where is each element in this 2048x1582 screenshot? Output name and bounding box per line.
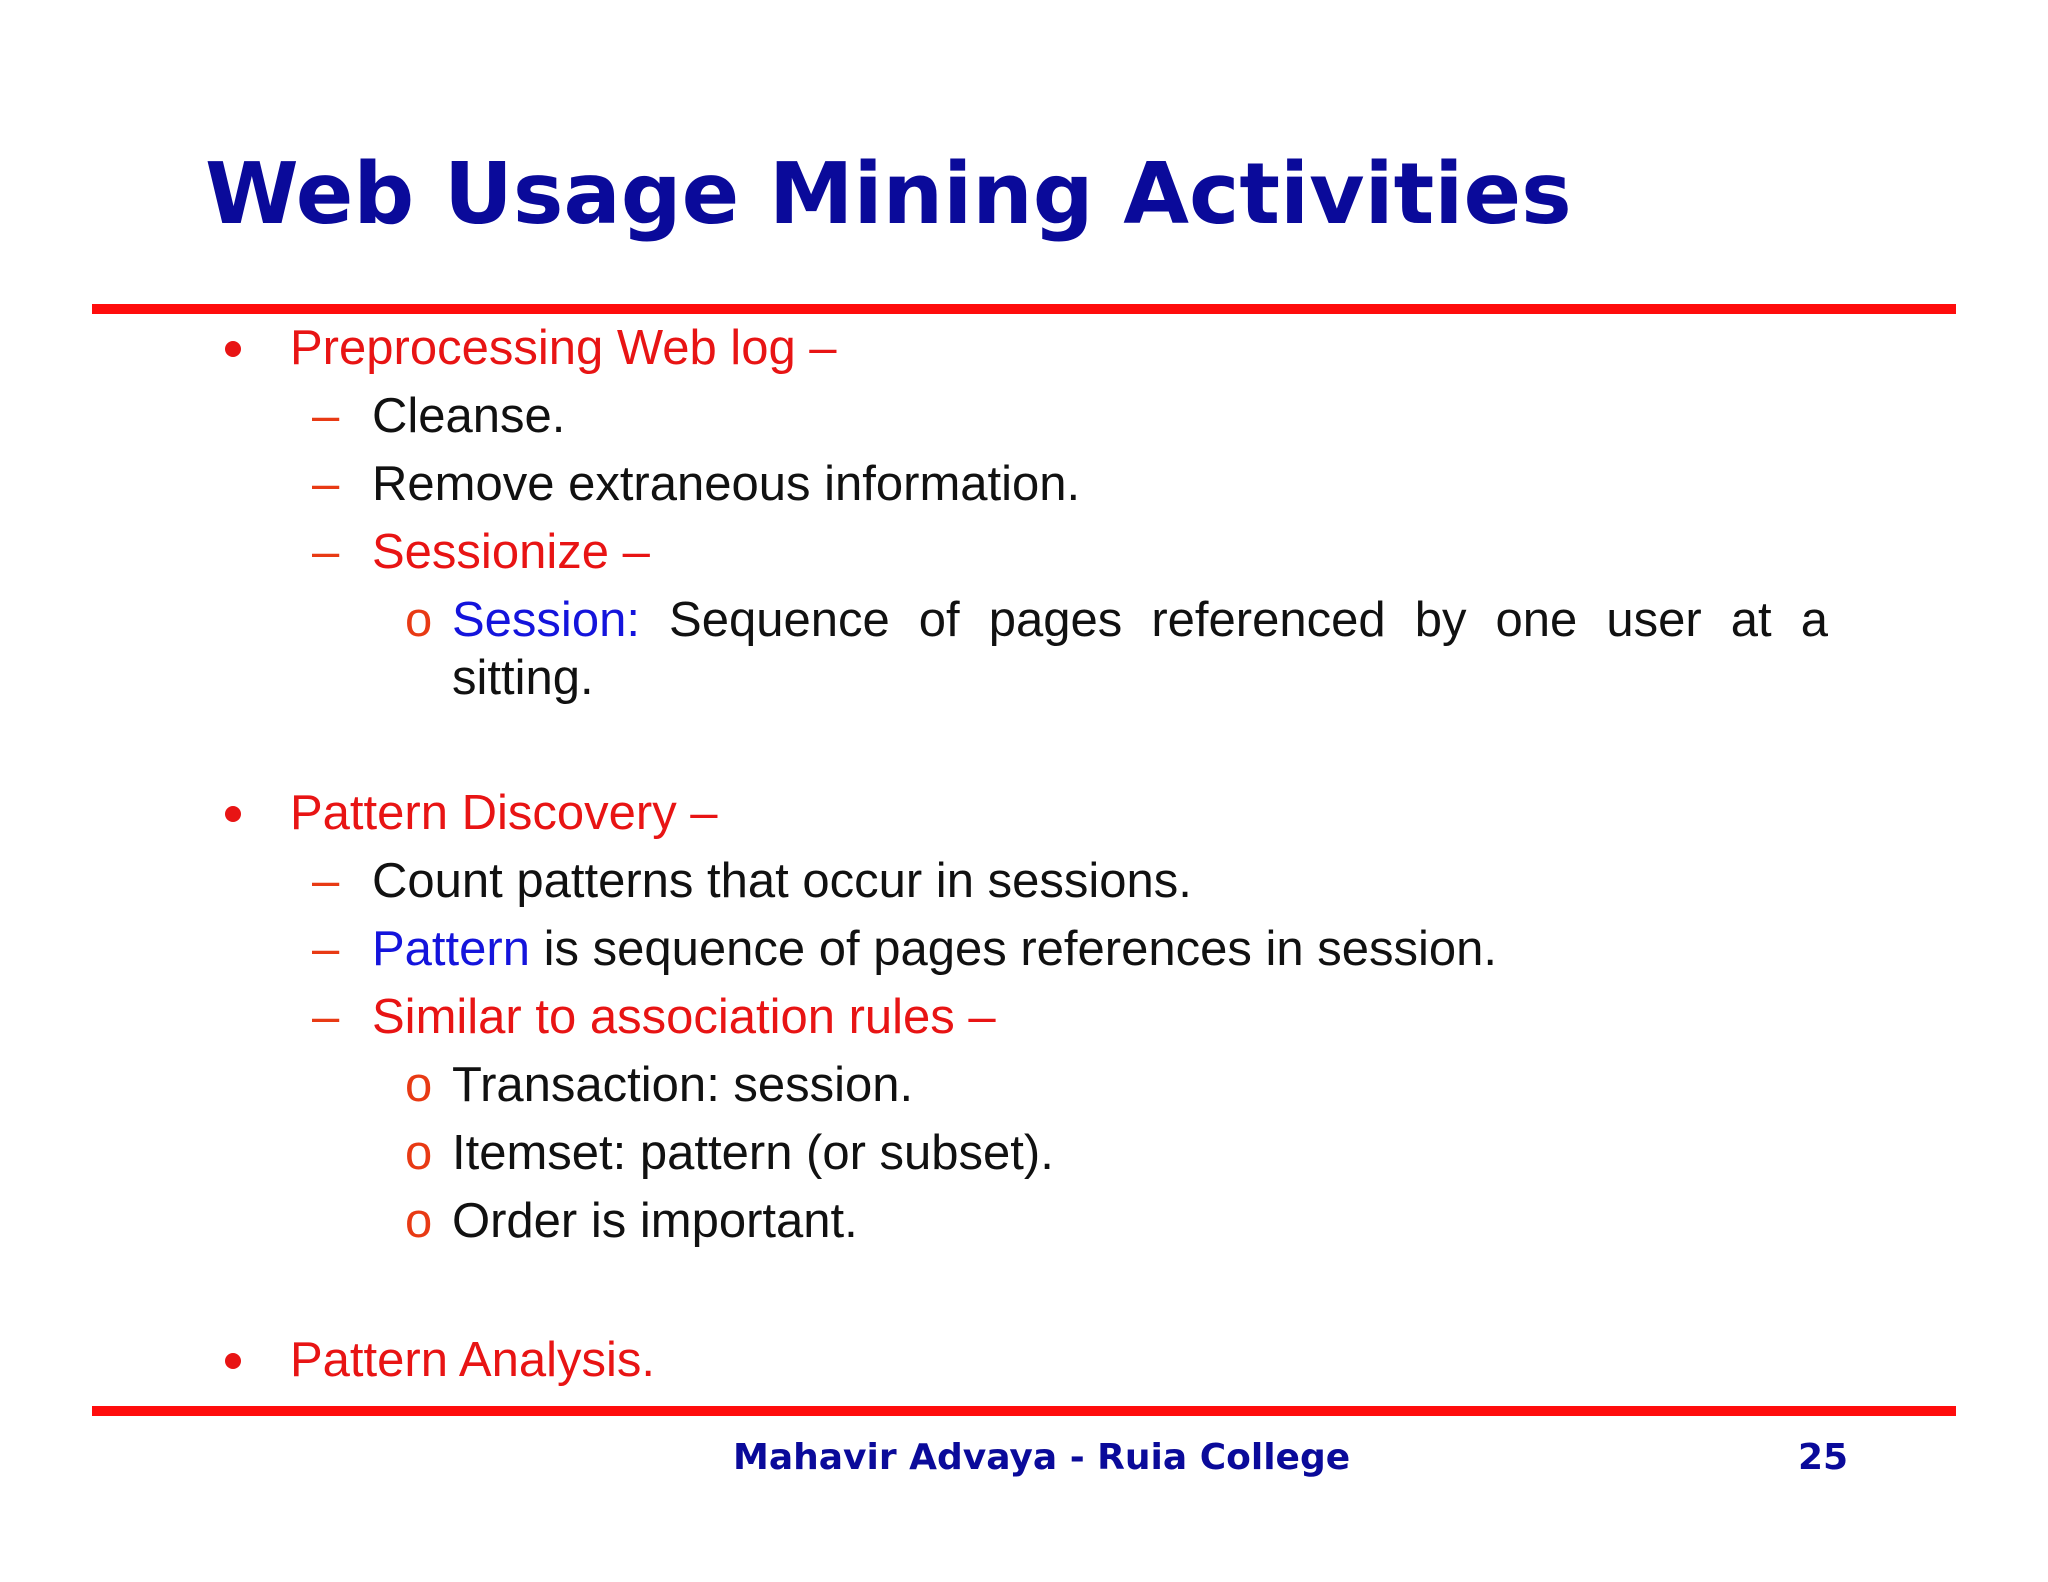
bullet-dot-icon: [225, 1353, 241, 1369]
dash-marker: –: [312, 922, 340, 976]
sub-item-sessionize: Sessionize –: [372, 525, 650, 579]
term-session: Session:: [452, 593, 640, 647]
dash-marker: –: [312, 854, 340, 908]
sub-sub-item-itemset: Itemset: pattern (or subset).: [452, 1126, 1054, 1180]
session-definition-continuation: sitting.: [452, 651, 594, 705]
slide-title: Web Usage Mining Activities: [205, 145, 1572, 244]
dash-marker: –: [312, 389, 340, 443]
sub-item-pattern-definition: [372, 919, 1497, 979]
circle-marker: o: [405, 1194, 433, 1248]
sub-item-association-rules: Similar to association rules –: [372, 990, 996, 1044]
circle-marker: o: [405, 593, 433, 647]
page-number: 25: [1798, 1437, 1849, 1478]
footer-author: Mahavir Advaya - Ruia College: [733, 1437, 1351, 1478]
dash-marker: –: [312, 525, 340, 579]
dash-marker: –: [312, 457, 340, 511]
dash-marker: –: [312, 990, 340, 1044]
sub-sub-item-transaction: Transaction: session.: [452, 1058, 914, 1112]
bullet-dot-icon: [225, 341, 241, 357]
bottom-divider: [92, 1406, 1956, 1416]
sub-item-cleanse: Cleanse.: [372, 389, 566, 443]
top-divider: [92, 304, 1956, 314]
sub-item-count-patterns: Count patterns that occur in sessions.: [372, 854, 1192, 908]
pattern-definition-text: is sequence of pages references in session.: [543, 922, 1497, 976]
session-definition: [452, 590, 1828, 650]
bullet-heading-pattern-analysis: Pattern Analysis.: [290, 1333, 655, 1387]
sub-item-remove-extraneous: Remove extraneous information.: [372, 457, 1081, 511]
circle-marker: o: [405, 1058, 433, 1112]
term-pattern: Pattern: [372, 922, 530, 976]
circle-marker: o: [405, 1126, 433, 1180]
session-definition-text: Sequence of pages referenced by one user at a: [669, 593, 1828, 647]
bullet-heading-pattern-discovery: Pattern Discovery –: [290, 786, 718, 840]
sub-sub-item-order: Order is important.: [452, 1194, 858, 1248]
bullet-heading-preprocessing: Preprocessing Web log –: [290, 321, 837, 375]
bullet-dot-icon: [225, 806, 241, 822]
